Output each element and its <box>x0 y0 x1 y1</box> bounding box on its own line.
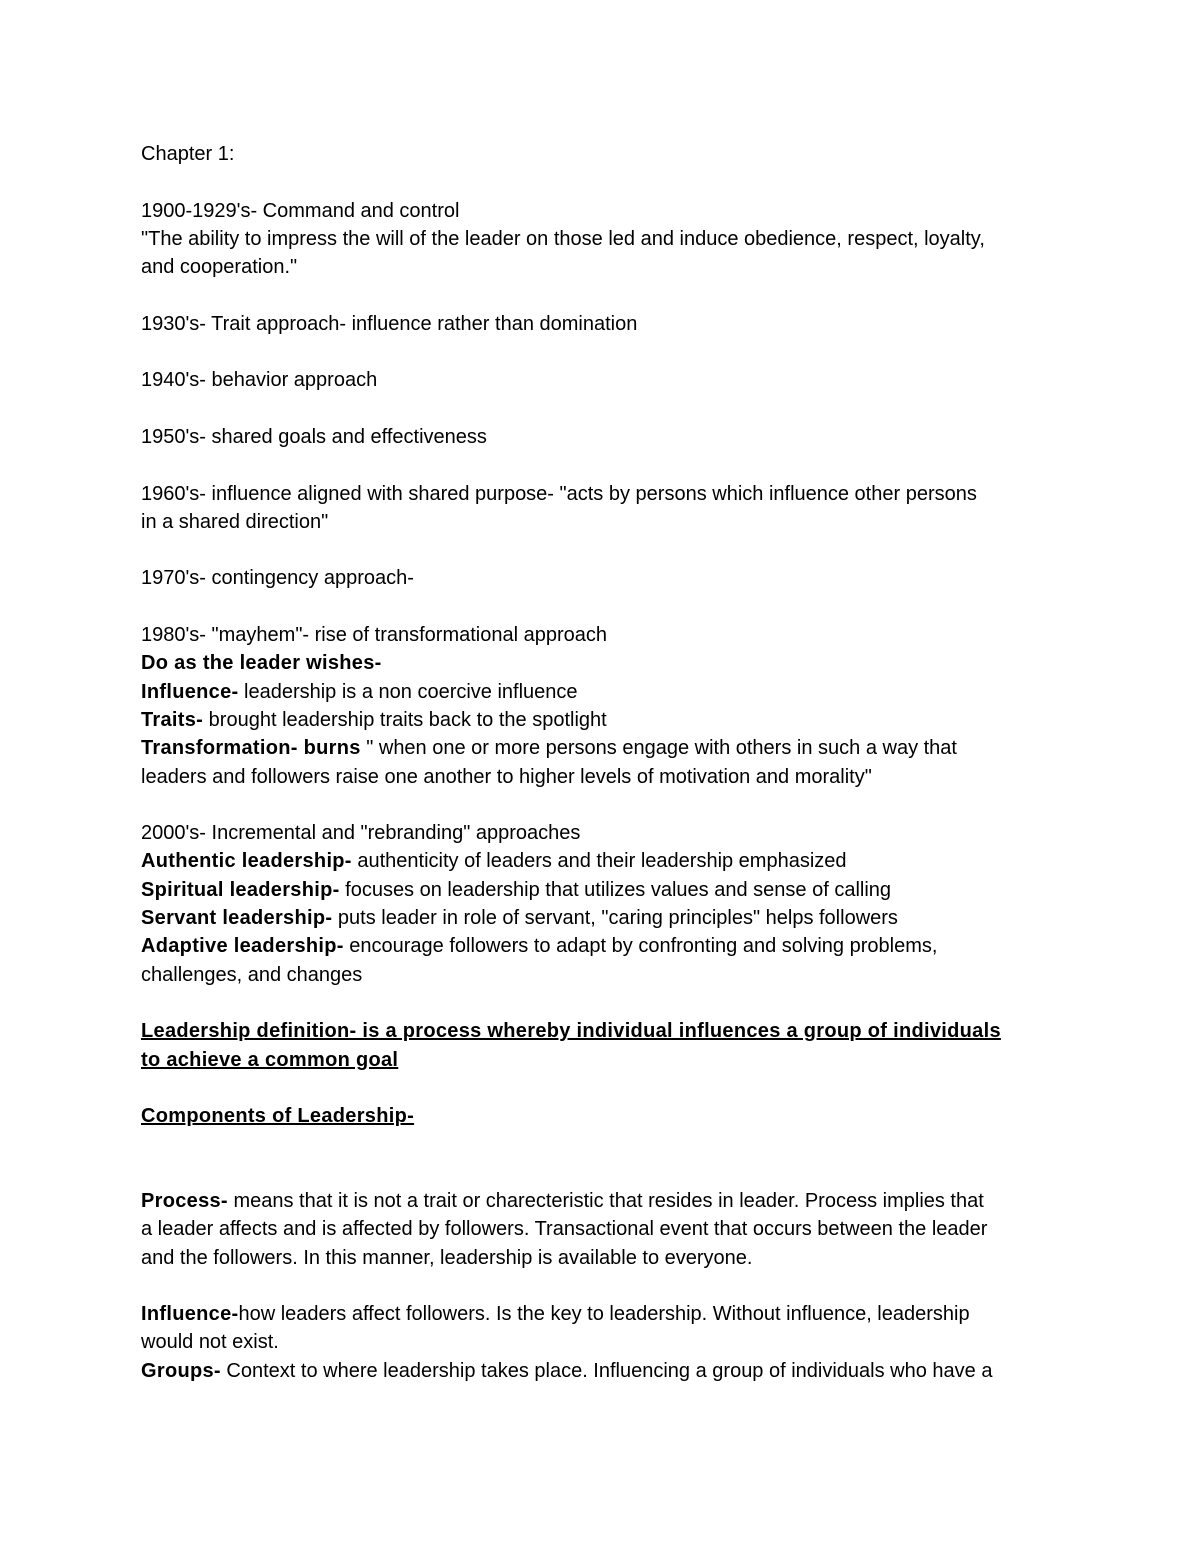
era-1960-line1: 1960's- influence aligned with shared purpose- "acts by persons which influence other persons <box>141 482 977 505</box>
component-text: means that it is not a trait or charecteristic that resides in leader. Process implies that <box>227 1189 984 1212</box>
era-1940: 1940's- behavior approach <box>141 369 378 392</box>
era-2000-item <box>141 876 1071 904</box>
item-term: Transformation- burns <box>141 737 361 760</box>
document-page <box>141 140 1071 1385</box>
spacer <box>141 1130 1071 1158</box>
era-1900-heading: 1900-1929's- Command and control <box>141 199 460 222</box>
era-1900-quote-line2: and cooperation." <box>141 256 298 279</box>
item-term: Adaptive leadership- <box>141 935 344 958</box>
era-1980-item <box>141 678 1071 706</box>
component-process-line3: and the followers. In this manner, leadership is available to everyone. <box>141 1246 753 1269</box>
item-term: Authentic leadership- <box>141 850 352 873</box>
item-text: puts leader in role of servant, "caring principles" helps followers <box>332 907 898 930</box>
era-1930: 1930's- Trait approach- influence rather than domination <box>141 312 638 335</box>
item-term: Servant leadership- <box>141 907 333 930</box>
component-groups-line1 <box>141 1357 1071 1385</box>
spacer <box>141 1272 1071 1300</box>
item-term: Do as the leader wishes- <box>141 652 382 675</box>
item-text: focuses on leadership that utilizes values and sense of calling <box>339 878 892 901</box>
era-1980-item <box>141 734 1071 762</box>
spacer <box>141 989 1071 1017</box>
spacer <box>141 395 1071 423</box>
era-1900-quote-line1: "The ability to impress the will of the leader on those led and induce obedience, respect, loyalty, <box>141 227 985 250</box>
definition-line2: to achieve a common goal <box>141 1048 399 1071</box>
era-2000-item <box>141 932 1071 960</box>
component-process-line2: a leader affects and is affected by followers. Transactional event that occurs between the leader <box>141 1218 988 1241</box>
component-term: Process- <box>141 1189 228 1212</box>
definition-line1: Leadership definition- is a process whereby individual influences a group of individuals <box>141 1020 1001 1043</box>
component-term: Groups- <box>141 1359 221 1382</box>
chapter-title: Chapter 1: <box>141 143 235 165</box>
era-1980-heading: 1980's- "mayhem"- rise of transformational approach <box>141 624 608 647</box>
spacer <box>141 593 1071 621</box>
components-heading: Components of Leadership- <box>141 1105 415 1128</box>
item-term: Traits- <box>141 708 204 731</box>
era-2000-heading: 2000's- Incremental and "rebranding" approaches <box>141 822 581 845</box>
spacer <box>141 536 1071 564</box>
era-1970: 1970's- contingency approach- <box>141 567 414 590</box>
item-text: encourage followers to adapt by confronting and solving problems, <box>343 935 938 958</box>
spacer <box>141 451 1071 479</box>
component-text: Context to where leadership takes place. Influencing a group of individuals who have a <box>220 1359 993 1382</box>
item-term: Influence- <box>141 680 239 703</box>
spacer <box>141 338 1071 366</box>
spacer <box>141 168 1071 196</box>
item-text: authenticity of leaders and their leadership emphasized <box>351 850 847 873</box>
era-1950: 1950's- shared goals and effectiveness <box>141 425 487 448</box>
era-1980-transformation-line2: leaders and followers raise one another to higher levels of motivation and morality" <box>141 765 872 788</box>
era-1960-line2: in a shared direction" <box>141 510 329 533</box>
item-text: brought leadership traits back to the spotlight <box>203 708 607 731</box>
era-2000-item <box>141 847 1071 875</box>
spacer <box>141 281 1071 309</box>
item-term: Spiritual leadership- <box>141 878 340 901</box>
component-influence-line1 <box>141 1300 1071 1328</box>
component-influence-line2: would not exist. <box>141 1331 279 1354</box>
component-process-line1 <box>141 1187 1071 1215</box>
era-2000-adaptive-line2: challenges, and changes <box>141 963 363 986</box>
era-1980-item <box>141 649 1071 677</box>
component-term: Influence- <box>141 1303 239 1326</box>
component-text: how leaders affect followers. Is the key to leadership. Without influence, leadership <box>238 1303 970 1326</box>
spacer <box>141 791 1071 819</box>
spacer <box>141 1074 1071 1102</box>
era-1980-item <box>141 706 1071 734</box>
spacer <box>141 1159 1071 1187</box>
item-text: " when one or more persons engage with others in such a way that <box>360 737 957 760</box>
item-text: leadership is a non coercive influence <box>238 680 578 703</box>
era-2000-item <box>141 904 1071 932</box>
